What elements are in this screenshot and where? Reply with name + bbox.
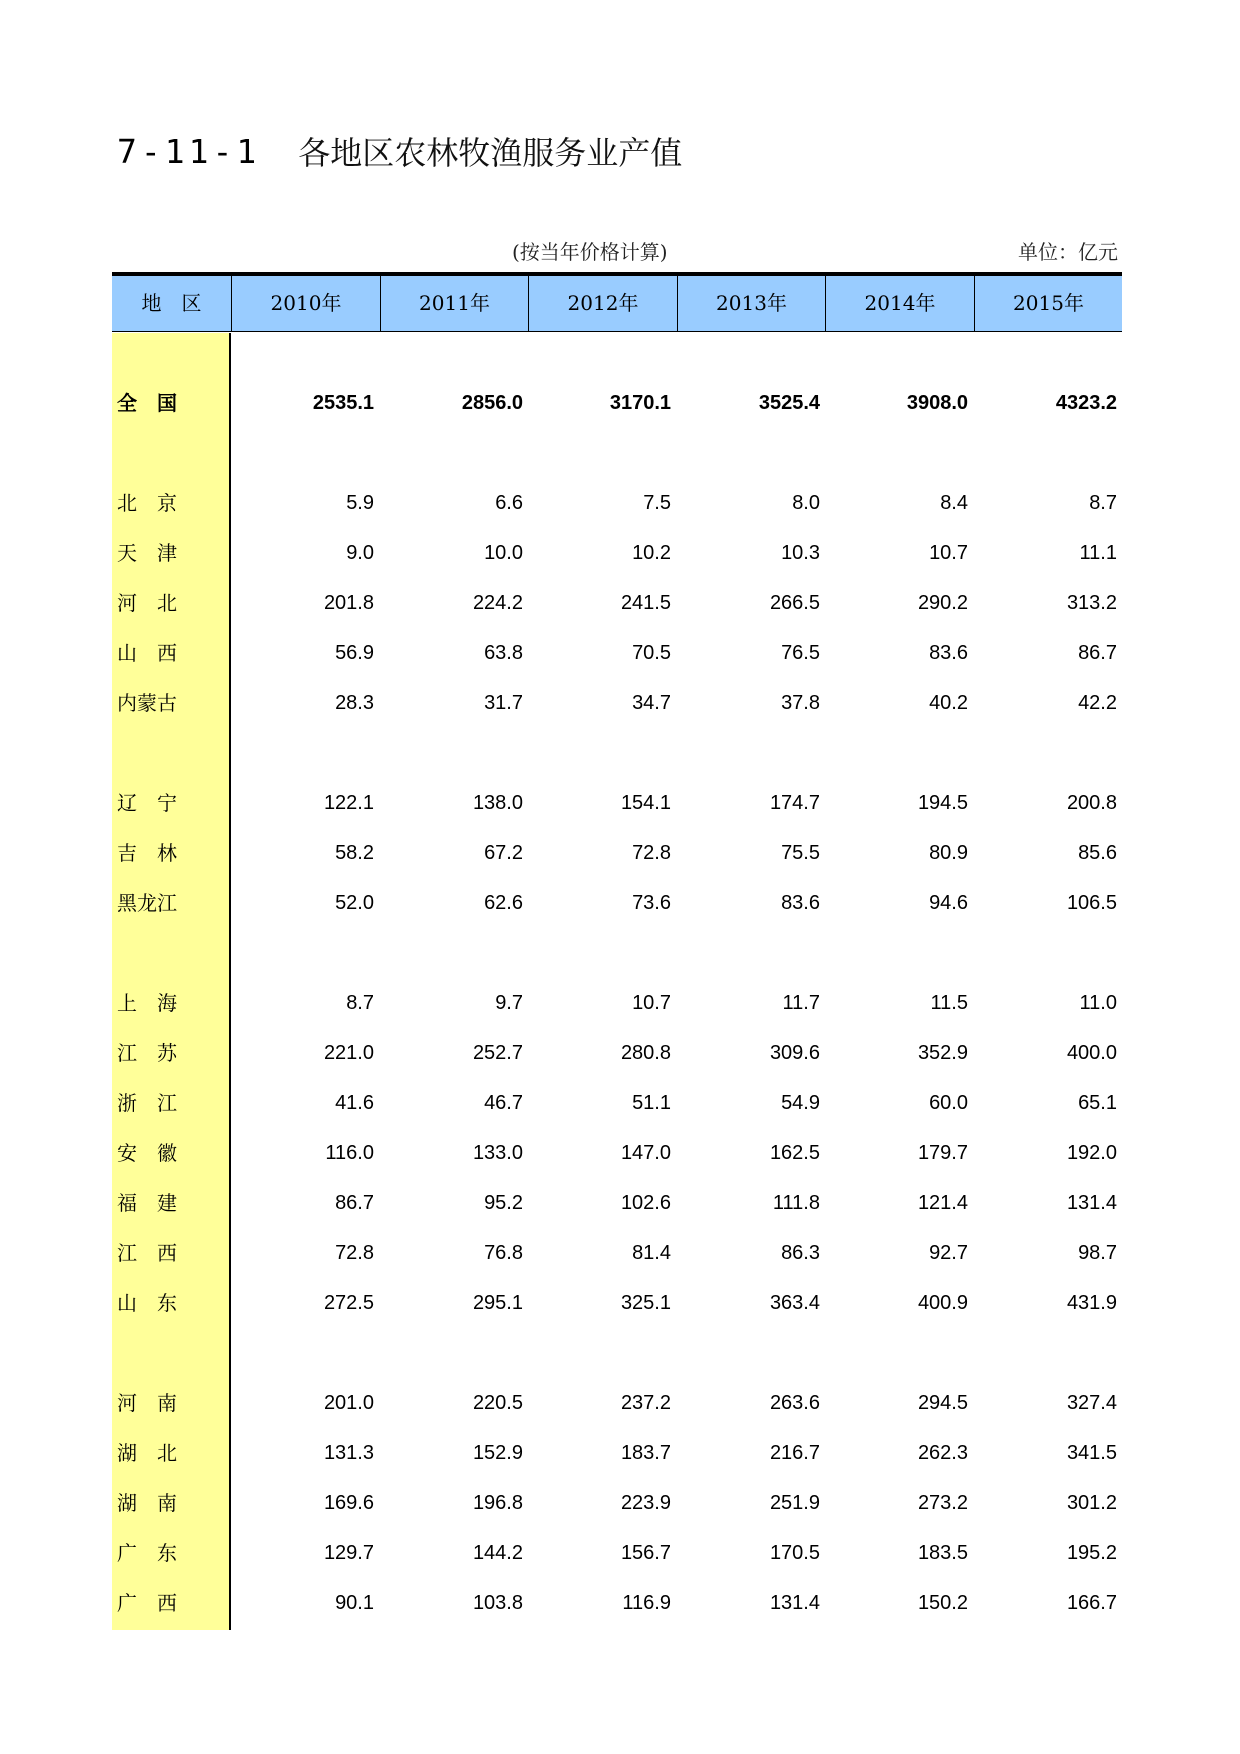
value-cell: 166.7 [1066,1592,1117,1614]
value-cell: 102.6 [620,1192,671,1214]
region-name: 广 西 [117,1591,177,1615]
value-cell: 200.8 [1066,792,1117,814]
value-cell: 8.0 [792,492,820,514]
value-cell: 9.0 [346,542,374,564]
value-cell: 3170.1 [609,392,671,414]
table-row [112,678,1122,728]
value-cell: 111.8 [772,1192,820,1214]
value-cell: 10.0 [484,542,523,564]
value-cell: 83.6 [929,642,968,664]
value-cell: 85.6 [1078,842,1117,864]
region-name: 内蒙古 [117,691,177,715]
table-row [112,1228,1122,1278]
value-cell: 11.0 [1079,992,1117,1014]
value-cell: 2535.1 [312,392,374,414]
value-cell: 70.5 [632,642,671,664]
value-cell: 56.9 [335,642,374,664]
value-cell: 183.5 [917,1542,968,1564]
value-cell: 31.7 [484,692,523,714]
value-cell: 174.7 [769,792,820,814]
value-cell: 94.6 [929,892,968,914]
header-year: 2010年 [231,276,380,331]
value-cell: 201.0 [323,1392,374,1414]
header-year: 2012年 [528,276,677,331]
table-row [112,1028,1122,1078]
value-cell: 183.7 [620,1442,671,1464]
value-cell: 8.4 [940,492,968,514]
value-cell: 224.2 [472,592,523,614]
value-cell: 28.3 [335,692,374,714]
value-cell: 63.8 [484,642,523,664]
table-number: 7-11-1 [117,131,261,171]
value-cell: 294.5 [917,1392,968,1414]
table-row [112,528,1122,578]
value-cell: 81.4 [632,1242,671,1264]
value-cell: 309.6 [769,1042,820,1064]
value-cell: 11.1 [1079,542,1117,564]
region-name: 黑龙江 [117,891,177,915]
value-cell: 272.5 [323,1292,374,1314]
value-cell: 10.2 [632,542,671,564]
region-name: 吉 林 [117,841,177,865]
region-name: 全 国 [117,391,177,415]
value-cell: 122.1 [323,792,374,814]
table-row [112,1178,1122,1228]
value-cell: 133.0 [472,1142,523,1164]
value-cell: 90.1 [335,1592,374,1614]
value-cell: 75.5 [781,842,820,864]
value-cell: 40.2 [929,692,968,714]
value-cell: 60.0 [929,1092,968,1114]
value-cell: 52.0 [335,892,374,914]
table-row [112,1378,1122,1428]
table-row [112,1078,1122,1128]
unit-note: 单位：亿元 [1018,240,1118,264]
value-cell: 313.2 [1066,592,1117,614]
table-row [112,1528,1122,1578]
value-cell: 3908.0 [906,392,968,414]
value-cell: 194.5 [917,792,968,814]
region-name: 山 西 [117,641,177,665]
value-cell: 86.7 [1078,642,1117,664]
header-year: 2014年 [825,276,974,331]
value-cell: 263.6 [769,1392,820,1414]
value-cell: 341.5 [1066,1442,1117,1464]
value-cell: 170.5 [769,1542,820,1564]
region-name: 山 东 [117,1291,177,1315]
value-cell: 138.0 [472,792,523,814]
region-name: 安 徽 [117,1141,177,1165]
value-cell: 352.9 [917,1042,968,1064]
table-title: 各地区农林牧渔服务业产值 [298,134,683,172]
region-name: 河 北 [117,591,177,615]
value-cell: 11.7 [782,992,820,1014]
value-cell: 10.7 [929,542,968,564]
value-cell: 4323.2 [1055,392,1117,414]
value-cell: 86.3 [781,1242,820,1264]
value-cell: 251.9 [769,1492,820,1514]
region-name: 浙 江 [117,1091,177,1115]
value-cell: 6.6 [495,492,523,514]
value-cell: 76.5 [781,642,820,664]
value-cell: 280.8 [620,1042,671,1064]
table-row [112,978,1122,1028]
value-cell: 192.0 [1066,1142,1117,1164]
value-cell: 223.9 [620,1492,671,1514]
value-cell: 10.7 [632,992,671,1014]
value-cell: 121.4 [917,1192,968,1214]
value-cell: 73.6 [632,892,671,914]
value-cell: 5.9 [346,492,374,514]
value-cell: 41.6 [335,1092,374,1114]
region-name: 上 海 [117,991,177,1015]
value-cell: 7.5 [643,492,671,514]
value-cell: 92.7 [929,1242,968,1264]
value-cell: 116.9 [622,1592,671,1614]
value-cell: 58.2 [335,842,374,864]
value-cell: 103.8 [472,1592,523,1614]
value-cell: 295.1 [472,1292,523,1314]
value-cell: 400.0 [1066,1042,1117,1064]
value-cell: 37.8 [781,692,820,714]
value-cell: 46.7 [484,1092,523,1114]
value-cell: 131.3 [323,1442,374,1464]
value-cell: 216.7 [769,1442,820,1464]
table-row [112,1278,1122,1328]
table-row [112,578,1122,628]
region-name: 江 苏 [117,1041,177,1065]
value-cell: 72.8 [335,1242,374,1264]
value-cell: 144.2 [472,1542,523,1564]
value-cell: 129.7 [323,1542,374,1564]
value-cell: 67.2 [484,842,523,864]
table-row [112,478,1122,528]
value-cell: 327.4 [1066,1392,1117,1414]
value-cell: 162.5 [769,1142,820,1164]
value-cell: 3525.4 [758,392,820,414]
value-cell: 76.8 [484,1242,523,1264]
value-cell: 237.2 [620,1392,671,1414]
value-cell: 273.2 [917,1492,968,1514]
value-cell: 131.4 [769,1592,820,1614]
value-cell: 83.6 [781,892,820,914]
header-region: 地 区 [141,291,202,315]
value-cell: 221.0 [323,1042,374,1064]
value-cell: 98.7 [1078,1242,1117,1264]
header-year: 2013年 [677,276,825,331]
table-row [112,1128,1122,1178]
region-name: 河 南 [117,1391,177,1415]
value-cell: 169.6 [323,1492,374,1514]
table-row-national [112,378,1122,428]
value-cell: 150.2 [917,1592,968,1614]
value-cell: 156.7 [620,1542,671,1564]
value-cell: 241.5 [620,592,671,614]
table-row [112,1578,1122,1628]
region-name: 天 津 [117,541,177,565]
region-name: 福 建 [117,1191,177,1215]
table-row [112,1428,1122,1478]
value-cell: 80.9 [929,842,968,864]
value-cell: 179.7 [917,1142,968,1164]
value-cell: 152.9 [472,1442,523,1464]
value-cell: 154.1 [620,792,671,814]
value-cell: 62.6 [484,892,523,914]
header-year: 2015年 [974,276,1122,331]
table-row [112,1478,1122,1528]
table-row [112,828,1122,878]
value-cell: 9.7 [495,992,523,1014]
value-cell: 290.2 [917,592,968,614]
value-cell: 54.9 [781,1092,820,1114]
value-cell: 400.9 [917,1292,968,1314]
value-cell: 11.5 [930,992,968,1014]
table-row [112,628,1122,678]
header-year: 2011年 [380,276,528,331]
region-name: 湖 北 [117,1441,177,1465]
value-cell: 8.7 [1089,492,1117,514]
region-name: 辽 宁 [117,791,177,815]
table-row [112,878,1122,928]
value-cell: 325.1 [620,1292,671,1314]
page-title [117,126,682,176]
price-basis-note: (按当年价格计算) [512,240,668,264]
value-cell: 95.2 [484,1192,523,1214]
region-name: 湖 南 [117,1491,177,1515]
value-cell: 10.3 [781,542,820,564]
value-cell: 196.8 [472,1492,523,1514]
value-cell: 42.2 [1078,692,1117,714]
value-cell: 86.7 [335,1192,374,1214]
value-cell: 220.5 [472,1392,523,1414]
value-cell: 201.8 [323,592,374,614]
region-name: 江 西 [117,1241,177,1265]
value-cell: 72.8 [632,842,671,864]
value-cell: 2856.0 [461,392,523,414]
value-cell: 301.2 [1066,1492,1117,1514]
value-cell: 65.1 [1078,1092,1117,1114]
value-cell: 51.1 [632,1092,671,1114]
value-cell: 252.7 [472,1042,523,1064]
value-cell: 147.0 [620,1142,671,1164]
value-cell: 116.0 [325,1142,374,1164]
table-header [112,272,1122,332]
region-name: 广 东 [117,1541,177,1565]
value-cell: 266.5 [769,592,820,614]
region-name: 北 京 [117,491,177,515]
value-cell: 8.7 [346,992,374,1014]
table-row [112,778,1122,828]
value-cell: 431.9 [1066,1292,1117,1314]
value-cell: 262.3 [917,1442,968,1464]
value-cell: 195.2 [1066,1542,1117,1564]
value-cell: 34.7 [632,692,671,714]
value-cell: 106.5 [1066,892,1117,914]
value-cell: 363.4 [769,1292,820,1314]
value-cell: 131.4 [1066,1192,1117,1214]
